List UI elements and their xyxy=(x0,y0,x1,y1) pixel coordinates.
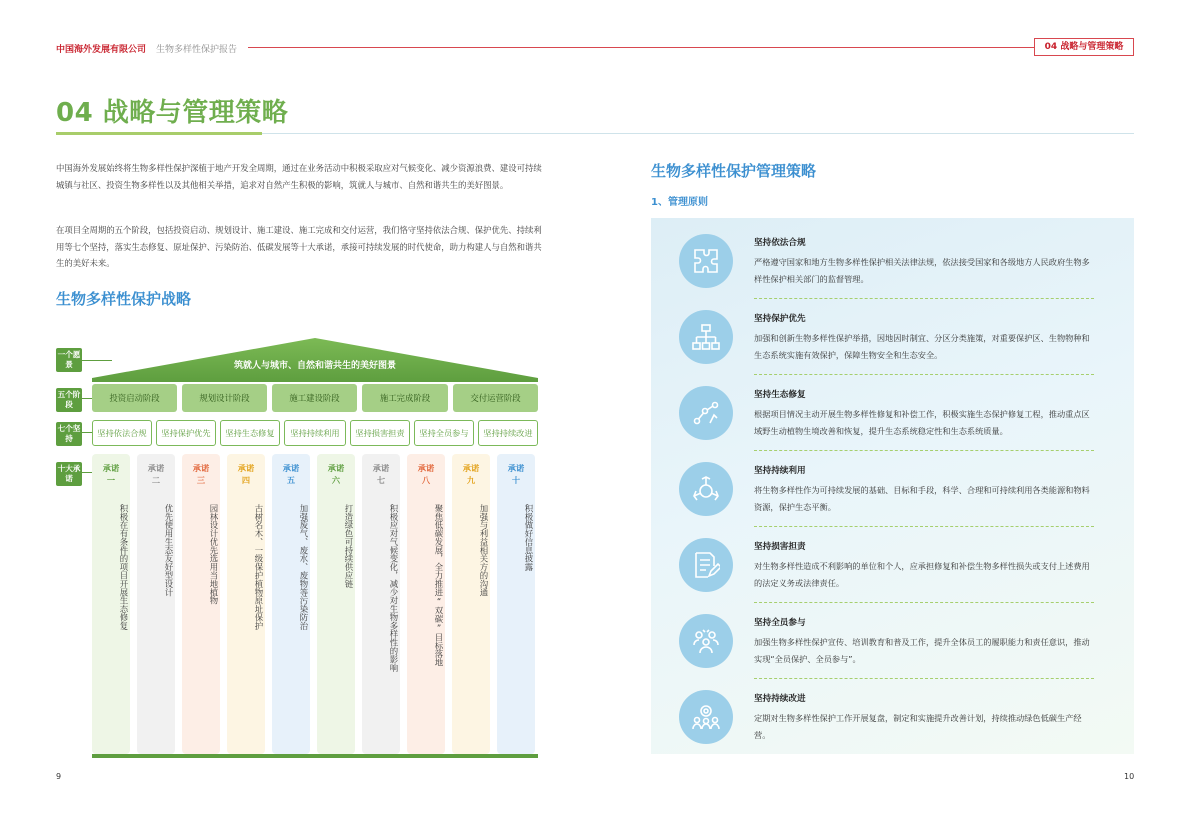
principle-body: 将生物多样性作为可持续发展的基础、目标和手段，科学、合理和可持续利用各类能源和物料资源，保护生态平衡。 xyxy=(754,485,1090,512)
commitment-text: 加强废气、废水、废物等污染防治 xyxy=(299,504,309,630)
commitment-heading-word: 承诺 xyxy=(102,463,120,473)
header-rule xyxy=(248,47,1034,48)
principle-title: 坚持生态修复 xyxy=(754,390,806,400)
vision-connector xyxy=(82,360,112,361)
commitment-text: 聚焦低碳发展，全力推进“双碳”目标落地 xyxy=(434,504,444,667)
principle-body: 加强和创新生物多样性保护举措，因地因时制宜、分区分类施策，对重要保护区、生物物种和生态系统实施有效保护，保障生物安全和生态安全。 xyxy=(754,333,1090,360)
stages-label: 五个阶段 xyxy=(56,388,82,412)
principle-title: 坚持保护优先 xyxy=(754,314,806,324)
commitment-heading xyxy=(227,462,265,486)
principle-title: 坚持依法合规 xyxy=(754,238,806,248)
commitment-heading xyxy=(272,462,310,486)
commitment-heading xyxy=(317,462,355,486)
adhere-label: 七个坚持 xyxy=(56,422,82,446)
adhere-box: 坚持持续改进 xyxy=(478,420,538,446)
company-name: 中国海外发展有限公司 xyxy=(56,45,147,55)
commitment-heading-word: 承诺 xyxy=(372,463,390,473)
principle-item xyxy=(651,446,1134,522)
commitment-column xyxy=(497,454,535,754)
commitment-heading-word: 承诺 xyxy=(462,463,480,473)
stage-box: 施工完成阶段 xyxy=(362,384,448,412)
commitment-text: 打造绿色可持续供应链 xyxy=(344,504,354,588)
stage-box: 投资启动阶段 xyxy=(92,384,177,412)
principle-body: 加强生物多样性保护宣传、培训教育和普及工作，提升全体员工的履职能力和责任意识，推动实现“全员保护、全员参与”。 xyxy=(754,637,1090,664)
commitment-text: 积极应对气候变化，减少对生物多样性的影响 xyxy=(389,504,399,672)
commitment-heading xyxy=(92,462,130,486)
commitment-column xyxy=(452,454,490,754)
title-underline xyxy=(262,133,1134,134)
principle-item xyxy=(651,218,1134,294)
commitment-text: 积极在有条件的项目开展生态修复 xyxy=(119,504,129,630)
commitment-text: 优先使用生态友好型设计 xyxy=(164,504,174,597)
stage-box: 交付运营阶段 xyxy=(453,384,538,412)
commitment-column xyxy=(92,454,130,754)
commitment-heading-number: 七 xyxy=(376,475,386,485)
principle-body: 根据项目情况主动开展生物多样性修复和补偿工作，积极实施生态保护修复工程，推动重点区域野生动植物生境改善和恢复，提升生态系统稳定性和生态系统质量。 xyxy=(754,409,1090,436)
commitment-heading xyxy=(497,462,535,486)
commit-connector xyxy=(82,472,92,473)
stage-box: 施工建设阶段 xyxy=(272,384,357,412)
intro-paragraph-2: 在项目全周期的五个阶段，包括投资启动、规划设计、施工建设、施工完成和交付运营，我们恪守坚持依法合规、保护优先、持续利用等七个坚持，落实生态修复、原址保护、污染防治、低碳发展等十大承诺，承接可持续发展的时代使命，助力构建人与自然和谐共生的美好未来。 xyxy=(56,225,542,268)
management-subtitle: 1、管理原则 xyxy=(651,197,708,208)
adhere-box: 坚持全员参与 xyxy=(414,420,474,446)
section-title: 04 战略与管理策略 xyxy=(56,98,289,128)
page-number-left: 9 xyxy=(56,772,62,781)
team-gear-icon xyxy=(679,690,733,744)
principle-body: 对生物多样性造成不利影响的单位和个人，应承担修复和补偿生物多样性损失或支付上述费用的法定义务或法律责任。 xyxy=(754,561,1090,588)
principle-title: 坚持损害担责 xyxy=(754,542,806,552)
people-icon xyxy=(679,614,733,668)
commit-label: 十大承诺 xyxy=(56,462,82,486)
commitment-heading-number: 五 xyxy=(286,475,296,485)
report-name: 生物多样性保护报告 xyxy=(156,45,238,55)
adhere-box: 坚持持续利用 xyxy=(284,420,346,446)
commitment-text: 加强与利益相关方的沟通 xyxy=(479,504,489,597)
title-underline-accent xyxy=(56,132,262,135)
adhere-box: 坚持生态修复 xyxy=(220,420,280,446)
diagram-base-bar xyxy=(92,754,538,758)
principle-item xyxy=(651,370,1134,446)
principle-item xyxy=(651,674,1134,750)
strategy-title: 生物多样性保护战略 xyxy=(56,290,192,308)
commitment-heading-word: 承诺 xyxy=(417,463,435,473)
commitment-heading-word: 承诺 xyxy=(282,463,300,473)
principle-body: 定期对生物多样性保护工作开展复盘，制定和实施提升改善计划，持续推动绿色低碳生产经营。 xyxy=(754,713,1082,740)
vision-label: 一个愿景 xyxy=(56,348,82,372)
commitment-heading-number: 二 xyxy=(151,475,161,485)
commitment-column xyxy=(362,454,400,754)
vision-text: 筑就人与城市、自然和谐共生的美好图景 xyxy=(233,361,396,371)
commitment-text: 古树名木、一级保护植物原址保护 xyxy=(254,504,264,630)
principle-title: 坚持持续改进 xyxy=(754,694,806,704)
commitment-heading-number: 十 xyxy=(511,475,521,485)
puzzle-icon xyxy=(679,234,733,288)
document-pen-icon xyxy=(679,538,733,592)
commitment-heading xyxy=(452,462,490,486)
repair-chart-icon xyxy=(679,386,733,440)
principle-item xyxy=(651,598,1134,674)
stage-box: 规划设计阶段 xyxy=(182,384,267,412)
principle-body: 严格遵守国家和地方生物多样性保护相关法律法规，依法接受国家和各级地方人民政府生物多样性保护相关部门的监督管理。 xyxy=(754,257,1090,284)
commitment-heading xyxy=(182,462,220,486)
commitment-heading xyxy=(362,462,400,486)
principle-item xyxy=(651,294,1134,370)
intro-paragraph-1: 中国海外发展始终将生物多样性保护深植于地产开发全周期，通过在业务活动中积极采取应对气候变化、减少资源浪费、建设可持续城镇与社区、投资生物多样性以及其他相关举措，追求对自然产生积极的影响，筑就人与城市、自然和谐共生的美好图景。 xyxy=(56,163,542,190)
org-chart-icon xyxy=(679,310,733,364)
commitment-heading-number: 一 xyxy=(106,475,116,485)
principle-title: 坚持全员参与 xyxy=(754,618,806,628)
commitment-heading-word: 承诺 xyxy=(507,463,525,473)
commitment-heading-number: 九 xyxy=(466,475,476,485)
commitment-heading-word: 承诺 xyxy=(147,463,165,473)
commitment-text: 园林设计优先选用当地植物 xyxy=(209,504,219,605)
principle-title: 坚持持续利用 xyxy=(754,466,806,476)
commitment-heading-number: 六 xyxy=(331,475,341,485)
stages-connector xyxy=(82,398,92,399)
commitment-heading-word: 承诺 xyxy=(192,463,210,473)
adhere-box: 坚持损害担责 xyxy=(350,420,410,446)
adhere-box: 坚持依法合规 xyxy=(92,420,152,446)
commitment-column xyxy=(407,454,445,754)
commitment-heading-number: 八 xyxy=(421,475,431,485)
commitment-heading-word: 承诺 xyxy=(237,463,255,473)
commitment-heading-number: 四 xyxy=(241,475,251,485)
commitment-heading-word: 承诺 xyxy=(327,463,345,473)
adhere-box: 坚持保护优先 xyxy=(156,420,216,446)
commitment-heading-number: 三 xyxy=(196,475,206,485)
recycle-icon xyxy=(679,462,733,516)
adhere-connector xyxy=(82,432,92,433)
page-number-right: 10 xyxy=(1124,772,1135,781)
principles-panel xyxy=(651,218,1134,754)
commitment-column xyxy=(317,454,355,754)
principle-item xyxy=(651,522,1134,598)
commitment-heading xyxy=(407,462,445,486)
management-title: 生物多样性保护管理策略 xyxy=(651,162,817,180)
commitment-column xyxy=(227,454,265,754)
commitment-column xyxy=(182,454,220,754)
section-tag: 04 战略与管理策略 xyxy=(1034,38,1134,56)
commitment-column xyxy=(272,454,310,754)
commitment-text: 积极做好信息披露 xyxy=(524,504,534,572)
commitment-column xyxy=(137,454,175,754)
commitment-heading xyxy=(137,462,175,486)
